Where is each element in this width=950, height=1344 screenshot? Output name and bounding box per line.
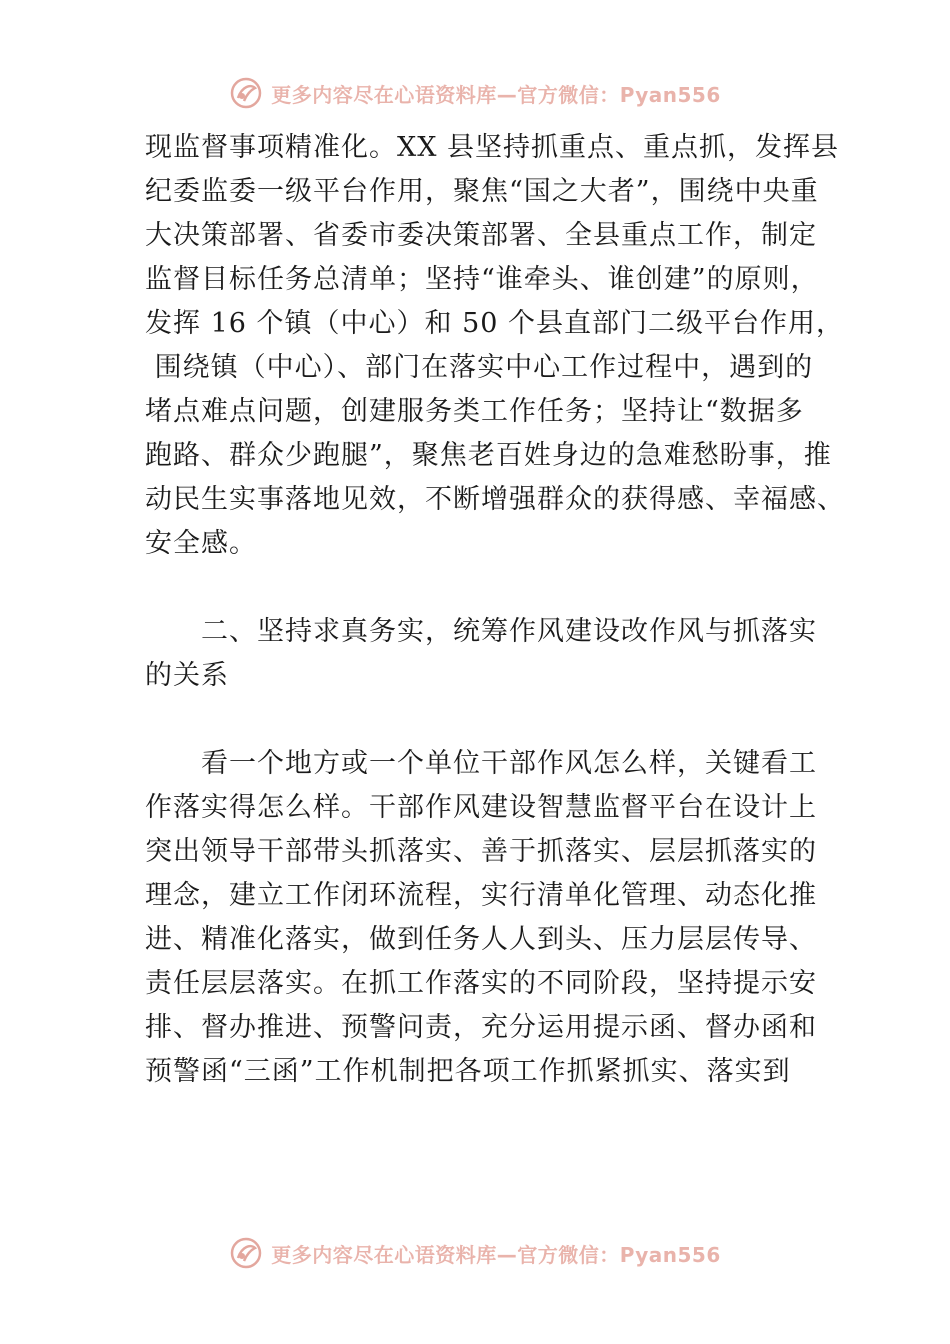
text-line: 纪委监委一级平台作用，聚焦“国之大者”，围绕中央重	[145, 176, 819, 207]
watermark-text: 更多内容尽在心语资料库—官方微信：Pyan556	[271, 1242, 721, 1267]
text-line: 发挥 16 个镇（中心）和 50 个县直部门二级平台作用，	[145, 308, 845, 339]
text-line: 进、精准化落实，做到任务人人到头、压力层层传导、	[145, 924, 817, 955]
text-line: 突出领导干部带头抓落实、善于抓落实、层层抓落实的	[145, 836, 817, 867]
watermark-logo-icon	[229, 76, 263, 110]
text-line: 监督目标任务总清单；坚持“谁牵头、谁创建”的原则，	[145, 264, 819, 295]
text-line: 围绕镇（中心）、部门在落实中心工作过程中，遇到的	[145, 352, 814, 383]
text-line: 跑路、群众少跑腿”，聚焦老百姓身边的急难愁盼事，推	[145, 440, 832, 471]
text-line: 作落实得怎么样。干部作风建设智慧监督平台在设计上	[145, 792, 817, 823]
text-line: 预警函“三函”工作机制把各项工作抓紧抓实、落实到	[145, 1056, 791, 1087]
watermark-logo-icon	[229, 1236, 263, 1270]
watermark-text: 更多内容尽在心语资料库—官方微信：Pyan556	[271, 82, 721, 107]
text-line: 看一个地方或一个单位干部作风怎么样，关键看工	[145, 748, 817, 779]
text-line: 动民生实事落地见效，不断增强群众的获得感、幸福感、	[145, 484, 845, 515]
footer-watermark	[0, 1233, 950, 1273]
text-line: 安全感。	[145, 528, 257, 559]
text-line: 堵点难点问题，创建服务类工作任务；坚持让“数据多	[145, 396, 804, 427]
text-line: 理念，建立工作闭环流程，实行清单化管理、动态化推	[145, 880, 817, 911]
heading-line: 二、坚持求真务实，统筹作风建设改作风与抓落实	[145, 616, 817, 647]
paragraph-spacer	[145, 566, 825, 610]
section-heading-2	[145, 610, 825, 698]
paragraph-2	[145, 742, 825, 1094]
paragraph-spacer	[145, 698, 825, 742]
paragraph-1	[145, 126, 845, 566]
header-watermark	[0, 73, 950, 113]
text-line: 责任层层落实。在抓工作落实的不同阶段，坚持提示安	[145, 968, 817, 999]
document-body	[145, 126, 845, 1094]
text-line: 排、督办推进、预警问责，充分运用提示函、督办函和	[145, 1012, 817, 1043]
text-line: 大决策部署、省委市委决策部署、全县重点工作，制定	[145, 220, 817, 251]
heading-line: 的关系	[145, 660, 229, 691]
text-line: 现监督事项精准化。XX 县坚持抓重点、重点抓，发挥县	[145, 132, 840, 163]
